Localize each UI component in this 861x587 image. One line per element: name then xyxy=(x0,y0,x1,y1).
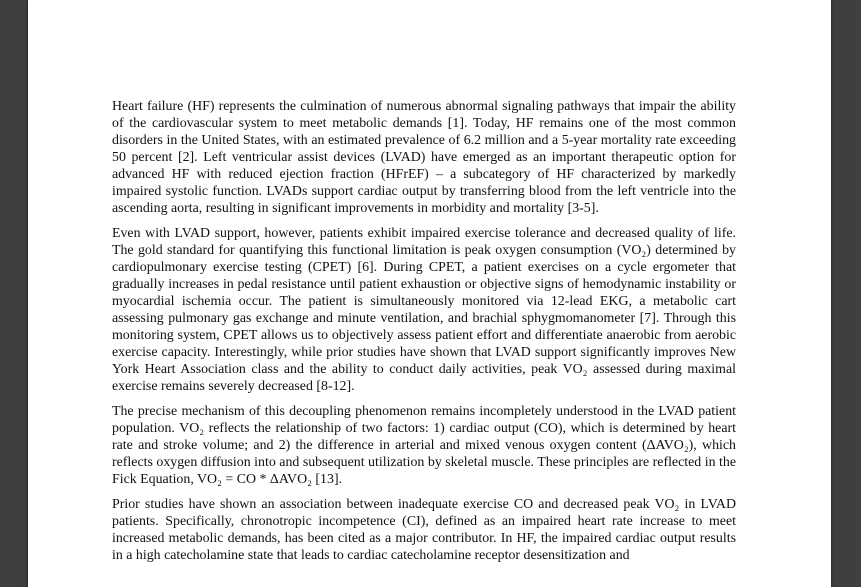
document-page xyxy=(28,0,831,587)
paragraph-2: Even with LVAD support, however, patients exhibit impaired exercise tolerance and decreased quality of life. The gold standard for quantifying this functional limitation is peak oxygen consumption (VO₂) determined by cardiopulmonary exercise testing (CPET) [6]. During CPET, a patient exercises on a cycle ergometer that gradually increases in pedal resistance until patient exhaustion or objective signs of hemodynamic instability or myocardial ischemia occur. The patient is simultaneously monitored via 12-lead EKG, a metabolic cart assessing pulmonary gas exchange and minute ventilation, and brachial sphygmomanometer [7]. Through this monitoring system, CPET allows us to objectively assess patient effort and differentiate anaerobic from aerobic exercise capacity. Interestingly, while prior studies have shown that LVAD support significantly improves New York Heart Association class and the ability to conduct daily activities, peak VO₂ assessed during maximal exercise remains severely decreased [8-12]. xyxy=(112,226,736,394)
paragraph-3: The precise mechanism of this decoupling phenomenon remains incompletely understood in the LVAD patient population. VO₂ reflects the relationship of two factors: 1) cardiac output (CO), which is determined by heart rate and stroke volume; and 2) the difference in arterial and mixed venous oxygen content (ΔAVO₂), which reflects oxygen diffusion into and subsequent utilization by skeletal muscle. These principles are reflected in the Fick Equation, VO₂ = CO * ΔAVO₂ [13]. xyxy=(112,404,736,487)
paragraph-4: Prior studies have shown an association between inadequate exercise CO and decreased peak VO₂ in LVAD patients. Specifically, chronotropic incompetence (CI), defined as an impaired heart rate increase to meet increased metabolic demands, has been cited as a major contributor. In HF, the impaired cardiac output results in a high catecholamine state that leads to cardiac catecholamine receptor desensitization and xyxy=(112,497,736,563)
page-body xyxy=(112,98,736,572)
paragraph-1: Heart failure (HF) represents the culmination of numerous abnormal signaling pathways that impair the ability of the cardiovascular system to meet metabolic demands [1]. Today, HF remains one of the most common disorders in the United States, with an estimated prevalence of 6.2 million and a 5-year mortality rate exceeding 50 percent [2]. Left ventricular assist devices (LVAD) have emerged as an important therapeutic option for advanced HF with reduced ejection fraction (HFrEF) – a subcategory of HF characterized by markedly impaired systolic function. LVADs support cardiac output by transferring blood from the left ventricle into the ascending aorta, resulting in significant improvements in morbidity and mortality [3-5]. xyxy=(112,99,736,216)
